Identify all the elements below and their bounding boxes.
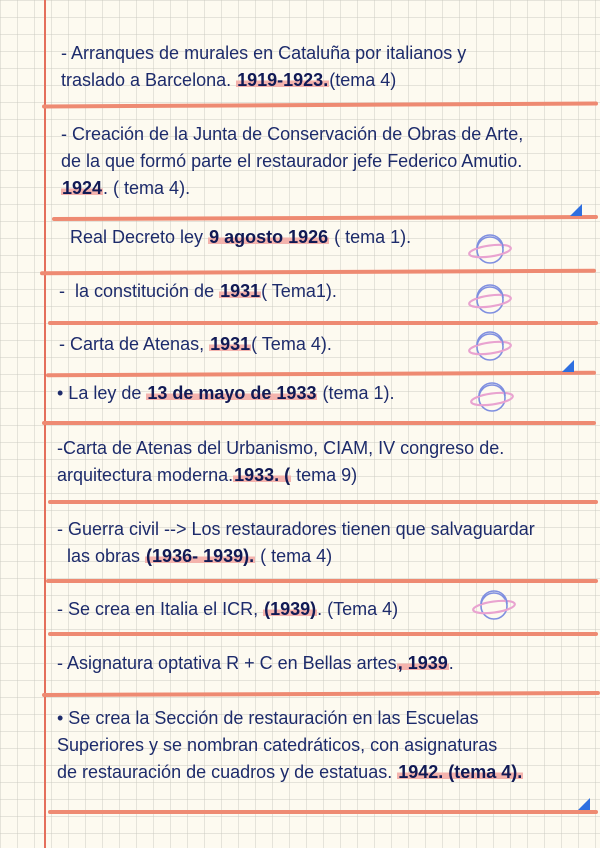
entry-line xyxy=(57,759,523,786)
separator xyxy=(42,691,600,697)
planet-icon xyxy=(467,327,513,367)
planet-icon xyxy=(467,230,513,270)
entry-text: traslado a Barcelona. xyxy=(61,70,237,90)
entry-text: - Asignatura optativa R + C en Bellas artes xyxy=(57,653,397,673)
entry-text: . ( tema 4). xyxy=(103,178,191,198)
highlighted-date: 1931 xyxy=(210,334,251,354)
highlighted-date: , 1939 xyxy=(397,653,448,673)
timeline-entry xyxy=(70,224,411,251)
separator xyxy=(48,632,598,636)
entry-text: (tema 1). xyxy=(317,383,395,403)
entry-text: arquitectura moderna. xyxy=(57,465,234,485)
entry-line xyxy=(61,40,466,67)
timeline-entry xyxy=(57,435,504,489)
entry-text: (tema 4) xyxy=(329,70,397,90)
entry-text: tema 9) xyxy=(291,465,358,485)
entry-text: Superiores y se nombran catedráticos, con asignaturas xyxy=(57,735,498,755)
highlighted-date: 13 de mayo de 1933 xyxy=(147,383,317,403)
entry-line xyxy=(59,278,337,305)
timeline-entry xyxy=(59,331,332,358)
timeline-entry xyxy=(61,121,523,202)
blue-triangle-icon xyxy=(578,798,590,810)
entry-text: ( tema 4) xyxy=(255,546,333,566)
entry-line xyxy=(57,705,523,732)
planet-icon xyxy=(471,586,517,626)
entry-text: ( tema 1). xyxy=(329,227,412,247)
entry-text: Real Decreto ley xyxy=(70,227,209,247)
blue-triangle-icon xyxy=(562,360,574,372)
timeline-entry xyxy=(57,516,535,570)
entry-text: ( Tema1). xyxy=(261,281,337,301)
entry-text: - Guerra civil --> Los restauradores tienen que salvaguardar xyxy=(57,519,535,539)
blue-triangle-icon xyxy=(570,204,582,216)
timeline-entry xyxy=(57,705,523,786)
entry-text: - Creación de la Junta de Conservación de Obras de Arte, xyxy=(61,124,524,144)
entry-line xyxy=(57,543,535,570)
entry-line xyxy=(57,380,395,407)
separator xyxy=(48,500,598,504)
separator xyxy=(52,215,598,221)
highlighted-date: 9 agosto 1926 xyxy=(209,227,329,247)
highlighted-date: 1942. (tema 4). xyxy=(398,762,523,782)
separator xyxy=(42,421,596,425)
entry-text: . (Tema 4) xyxy=(317,599,399,619)
separator xyxy=(48,321,598,325)
highlighted-date: 1924 xyxy=(62,178,103,198)
separator xyxy=(46,371,596,377)
highlighted-date: (1939) xyxy=(264,599,317,619)
timeline-entry xyxy=(59,278,337,305)
entry-text: • Se crea la Sección de restauración en las Escuelas xyxy=(57,708,479,728)
entry-line xyxy=(61,121,523,148)
entry-text: - Se crea en Italia el ICR, xyxy=(57,599,264,619)
entry-line xyxy=(57,516,535,543)
timeline-entry xyxy=(57,596,398,623)
separator xyxy=(46,579,598,583)
timeline-entry xyxy=(61,40,466,94)
separator xyxy=(42,102,598,109)
entry-line xyxy=(61,175,523,202)
timeline-entry xyxy=(57,650,454,677)
highlighted-date: 1919-1923. xyxy=(237,70,329,90)
entry-line xyxy=(61,67,466,94)
entry-line xyxy=(59,331,332,358)
entry-text: de la que formó parte el restaurador jefe Federico Amutio. xyxy=(61,151,523,171)
entry-line xyxy=(57,650,454,677)
entry-line xyxy=(70,224,411,251)
entry-text: - Arranques de murales en Cataluña por italianos y xyxy=(61,43,467,63)
separator xyxy=(48,810,598,814)
entry-text: -Carta de Atenas del Urbanismo, CIAM, IV congreso de. xyxy=(57,438,505,458)
entry-text: - la constitución de xyxy=(59,281,220,301)
entry-line xyxy=(57,596,398,623)
entry-text: las obras xyxy=(57,546,146,566)
entry-line xyxy=(57,732,523,759)
highlighted-date: (1936- 1939). xyxy=(146,546,255,566)
entry-text: • La ley de xyxy=(57,383,147,403)
planet-icon xyxy=(467,280,513,320)
highlighted-date: 1931 xyxy=(220,281,261,301)
timeline-entry xyxy=(57,380,395,407)
highlighted-date: 1933. ( xyxy=(234,465,291,485)
entry-line xyxy=(57,462,504,489)
entry-text: ( Tema 4). xyxy=(251,334,332,354)
planet-icon xyxy=(469,378,515,418)
entry-line xyxy=(57,435,504,462)
entry-text: . xyxy=(448,653,454,673)
entry-text: - Carta de Atenas, xyxy=(59,334,210,354)
entry-text: de restauración de cuadros y de estatuas. xyxy=(57,762,398,782)
entry-line xyxy=(61,148,523,175)
